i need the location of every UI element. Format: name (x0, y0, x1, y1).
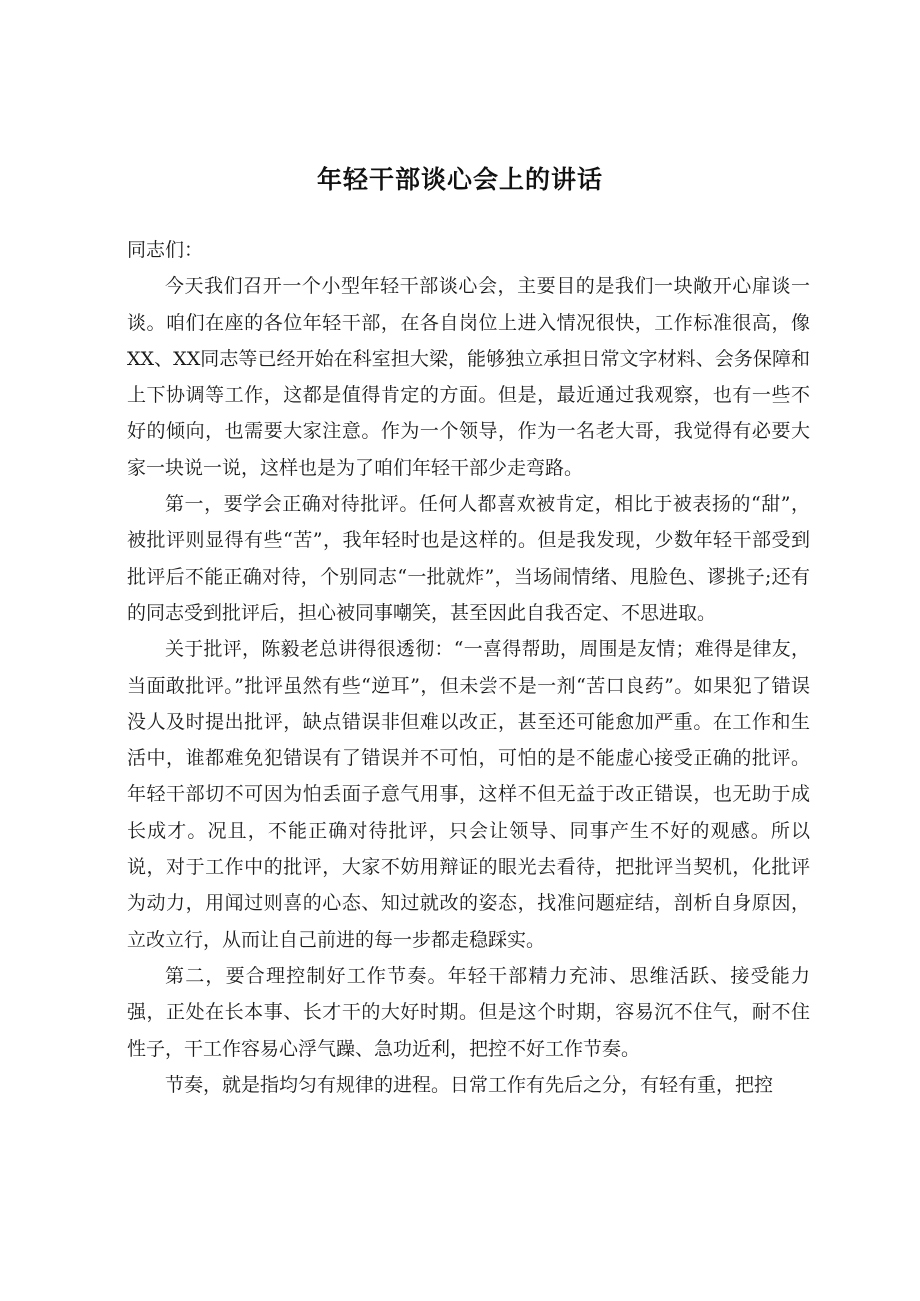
document-title: 年轻干部谈心会上的讲话 (316, 165, 603, 194)
paragraph-criticism: 关于批评，陈毅老总讲得很透彻：“一喜得帮助，周围是友情；难得是律友，当面敢批评。”批评虽然有些“逆耳”，但未尝不是一剂“苦口良药”。如果犯了错误没人及时提出批评，缺点错误非但难以改正，甚至还可能愈加严重。在工作和生活中，谁都难免犯错误有了错误并不可怕，可怕的是不能虚心接受正确的批评。年轻干部切不可因为怕丢面子意气用事，这样不但无益于改正错误，也无助于成长成才。况且，不能正确对待批评，只会让领导、同事产生不好的观感。所以说，对于工作中的批评，大家不妨用辩证的眼光去看待，把批评当契机，化批评为动力，用闻过则喜的心态、知过就改的姿态，找准问题症结，剖析自身原因，立改立行，从而让自己前进的每一步都走稳踩实。 (127, 638, 810, 951)
paragraph-point-two: 第二，要合理控制好工作节奏。年轻干部精力充沛、思维活跃、接受能力强，正处在长本事、长才干的大好时期。但是这个时期，容易沉不住气，耐不住性子，干工作容易心浮气躁、急功近利，把控不好工作节奏。 (127, 964, 810, 1060)
paragraph-rhythm: 节奏，就是指均匀有规律的进程。日常工作有先后之分，有轻有重，把控 (165, 1073, 774, 1096)
paragraph-intro: 今天我们召开一个小型年轻干部谈心会，主要目的是我们一块敞开心扉谈一谈。咱们在座的各位年轻干部，在各自岗位上进入情况很快，工作标准很高，像XX、XX同志等已经开始在科室担大梁，能够独立承担日常文字材料、会务保障和上下协调等工作，这都是值得肯定的方面。但是，最近通过我观察，也有一些不好的倾向，也需要大家注意。作为一个领导，作为一名老大哥，我觉得有必要大家一块说一说，这样也是为了咱们年轻干部少走弯路。 (127, 275, 810, 479)
salutation: 同志们： (127, 239, 204, 261)
document-body (127, 232, 810, 1103)
paragraph-point-one: 第一，要学会正确对待批评。任何人都喜欢被肯定，相比于被表扬的“甜”，被批评则显得有些“苦”，我年轻时也是这样的。但是我发现，少数年轻干部受到批评后不能正确对待，个别同志“一批就炸”，当场闹情绪、甩脸色、谬挑子;还有的同志受到批评后，担心被同事嘲笑，甚至因此自我否定、不思进取。 (127, 493, 810, 624)
